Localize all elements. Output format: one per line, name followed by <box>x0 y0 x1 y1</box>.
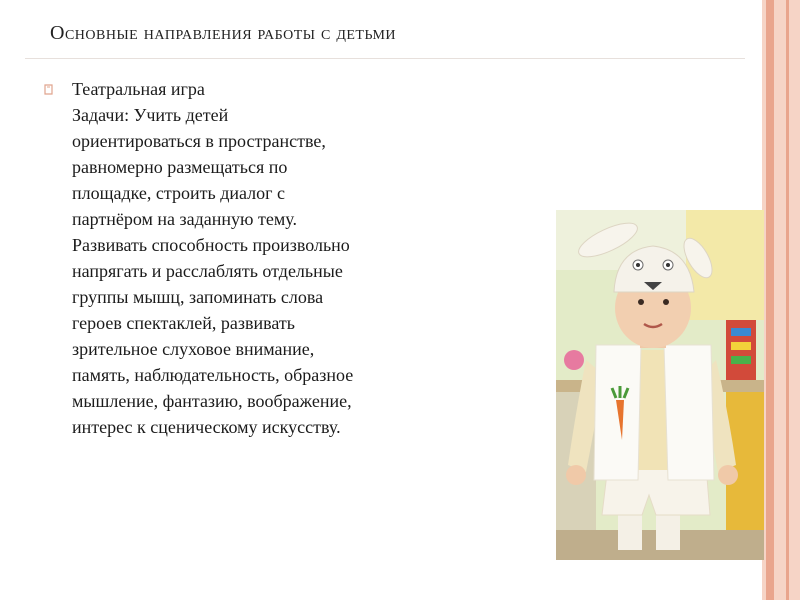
line-4: равномерно размещаться по <box>72 157 288 177</box>
line-7: Развивать способность произвольно <box>72 235 350 255</box>
decor-stripe-thin <box>786 0 789 600</box>
decor-stripe-accent <box>766 0 774 600</box>
line-5: площадке, строить диалог с <box>72 183 285 203</box>
bullet-text <box>72 76 464 440</box>
line-3: ориентироваться в пространстве, <box>72 131 326 151</box>
child-bunny-costume-photo <box>556 210 764 560</box>
bullet-item <box>44 76 464 440</box>
line-2: Задачи: Учить детей <box>72 105 229 125</box>
bullet-icon <box>44 84 54 95</box>
line-9: группы мышц, запоминать слова <box>72 287 324 307</box>
line-13: мышление, фантазию, воображение, <box>72 391 352 411</box>
line-6: партнёром на заданную тему. <box>72 209 297 229</box>
line-10: героев спектаклей, развивать <box>72 313 295 333</box>
line-1: Театральная игра <box>72 79 205 99</box>
line-14: интерес к сценическому искусству. <box>72 417 341 437</box>
photo-illustration <box>556 210 764 560</box>
slide-title: Основные направления работы с детьми <box>50 22 397 44</box>
line-8: напрягать и расслаблять отдельные <box>72 261 343 281</box>
title-divider <box>25 58 745 59</box>
line-11: зрительное слуховое внимание, <box>72 339 315 359</box>
line-12: память, наблюдательность, образное <box>72 365 354 385</box>
